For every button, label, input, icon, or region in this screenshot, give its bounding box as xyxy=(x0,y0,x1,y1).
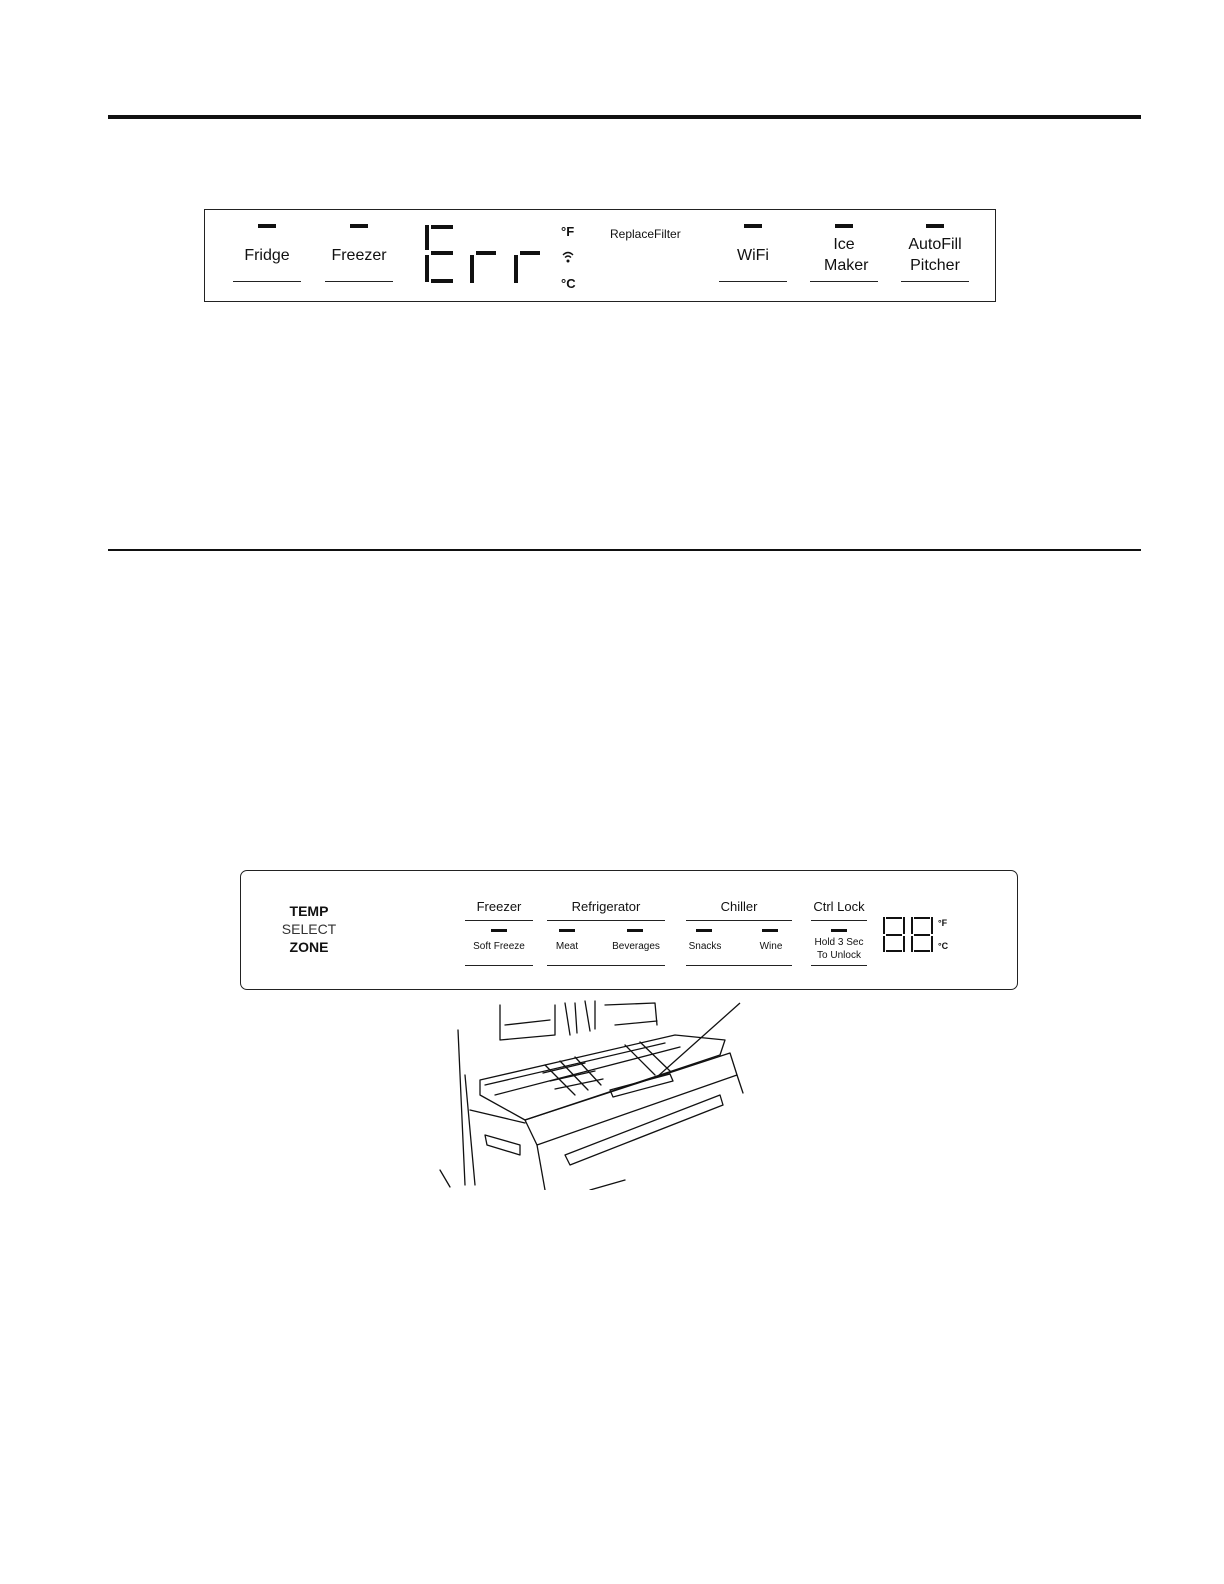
ice-maker-label: Ice Maker xyxy=(824,236,869,274)
wifi-icon xyxy=(561,250,575,269)
zone-line-3: ZONE xyxy=(289,939,329,955)
soft-freeze-led xyxy=(491,929,507,932)
segment xyxy=(470,255,474,283)
drawer-control-panel xyxy=(240,870,1018,990)
meat-button[interactable]: Meat xyxy=(555,941,579,952)
wifi-label: WiFi xyxy=(737,247,769,264)
temp-select-zone xyxy=(281,902,337,956)
segment xyxy=(914,950,930,952)
middle-divider-rule xyxy=(108,549,1141,551)
autofill-pitcher-label: AutoFill Pitcher xyxy=(908,236,962,274)
wine-led xyxy=(762,929,778,932)
segment xyxy=(931,936,933,952)
ctrl-lock-led xyxy=(831,929,847,932)
zone-line-1: TEMP xyxy=(289,903,329,919)
fridge-underline xyxy=(233,281,301,282)
fridge-led xyxy=(258,224,276,228)
ctrl-lock-title: Ctrl Lock xyxy=(813,899,865,914)
chiller-group-title: Chiller xyxy=(720,899,758,914)
soft-freeze-button[interactable]: Soft Freeze xyxy=(473,941,525,952)
segment xyxy=(903,917,905,934)
segment xyxy=(425,255,429,282)
group-underline xyxy=(811,965,867,966)
freezer-underline xyxy=(325,281,393,282)
segment xyxy=(914,934,930,936)
top-divider-rule xyxy=(108,115,1141,119)
group-rule xyxy=(547,920,665,921)
top-control-panel xyxy=(204,209,996,302)
ctrl-lock-hint-line-1: Hold 3 Sec xyxy=(814,937,864,948)
segment xyxy=(883,936,885,952)
segment xyxy=(431,225,453,229)
beverages-led xyxy=(627,929,643,932)
segment xyxy=(911,917,913,934)
freezer-label: Freezer xyxy=(331,247,387,264)
segment xyxy=(903,936,905,952)
zone-line-2: SELECT xyxy=(281,921,337,937)
freezer-group-title: Freezer xyxy=(476,899,522,914)
autofill-pitcher-led xyxy=(926,224,944,228)
segment xyxy=(431,251,453,255)
ctrl-lock-hint xyxy=(811,936,867,962)
segment xyxy=(931,917,933,934)
group-underline xyxy=(465,965,533,966)
wine-button[interactable]: Wine xyxy=(759,941,783,952)
autofill-pitcher-underline xyxy=(901,281,969,282)
beverages-button[interactable]: Beverages xyxy=(612,941,660,952)
segment xyxy=(431,279,453,283)
freezer-led xyxy=(350,224,368,228)
meat-led xyxy=(559,929,575,932)
group-rule xyxy=(686,920,792,921)
group-rule xyxy=(811,920,867,921)
unit-celsius-small: °C xyxy=(938,941,949,951)
wifi-led xyxy=(744,224,762,228)
fridge-label: Fridge xyxy=(244,247,290,264)
segment xyxy=(883,917,885,934)
group-underline xyxy=(686,965,792,966)
ice-maker-underline xyxy=(810,281,878,282)
group-underline xyxy=(547,965,665,966)
refrigerator-group-title: Refrigerator xyxy=(571,899,641,914)
segment xyxy=(886,950,902,952)
segment xyxy=(886,934,902,936)
segment xyxy=(425,225,429,250)
ctrl-lock-hint-line-2: To Unlock xyxy=(817,950,861,961)
snacks-button[interactable]: Snacks xyxy=(688,941,722,952)
group-rule xyxy=(465,920,533,921)
unit-fahrenheit-small: °F xyxy=(938,918,948,928)
unit-celsius: °C xyxy=(561,276,576,291)
segment xyxy=(520,251,540,255)
segment xyxy=(886,917,902,919)
snacks-led xyxy=(696,929,712,932)
ice-maker-led xyxy=(835,224,853,228)
segment xyxy=(914,917,930,919)
segment xyxy=(514,255,518,283)
unit-fahrenheit: °F xyxy=(561,224,575,239)
segment xyxy=(476,251,496,255)
wifi-underline xyxy=(719,281,787,282)
refrigerator-drawer-illustration xyxy=(425,995,745,1190)
replace-filter-indicator: ReplaceFilter xyxy=(610,227,681,241)
segment xyxy=(911,936,913,952)
